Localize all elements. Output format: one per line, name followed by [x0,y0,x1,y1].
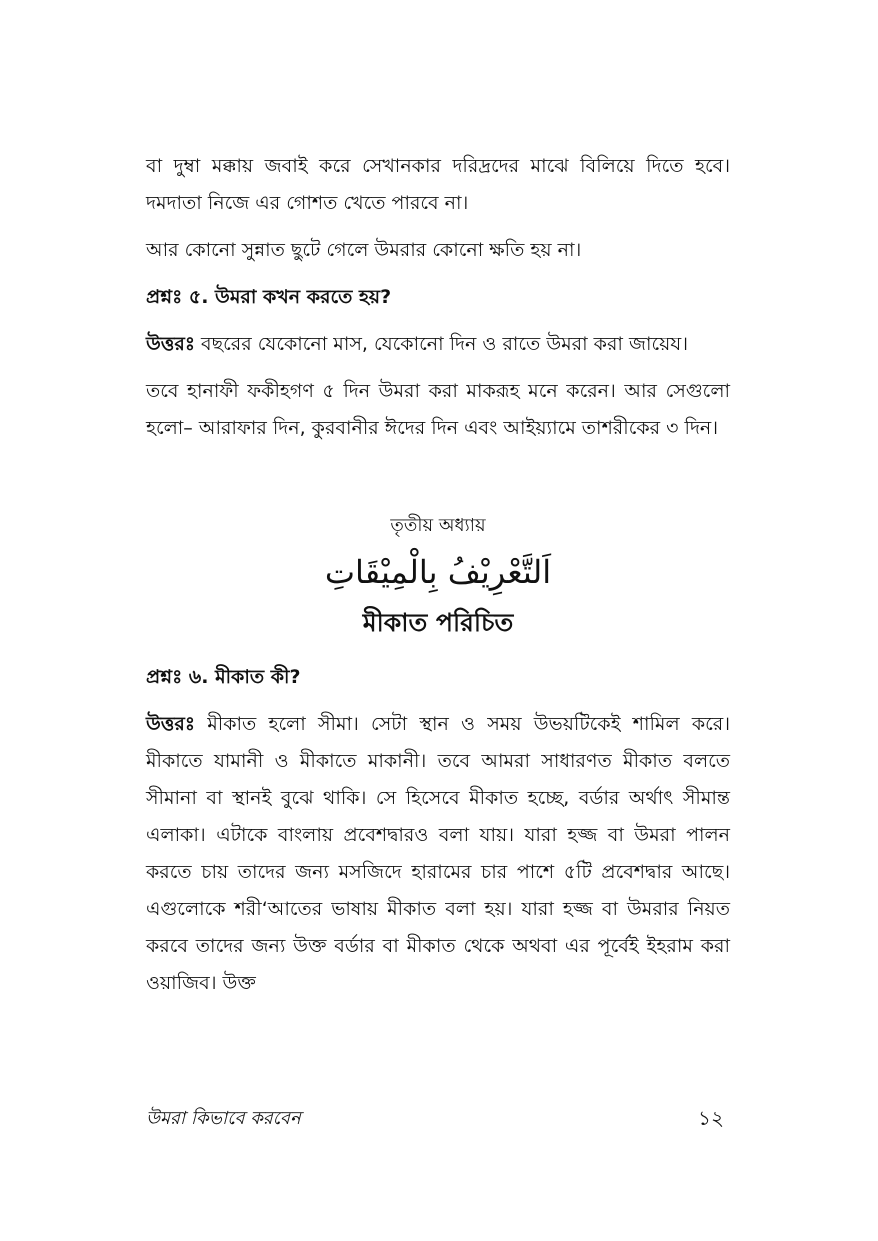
page-number: ১২ [698,1106,724,1130]
answer-label: উত্তরঃ [146,713,195,735]
answer-6 [146,706,730,1002]
chapter-arabic-title: اَلتَّعْرِيْفُ بِالْمِيْقَاتِ [324,553,552,591]
chapter-heading [146,509,730,645]
question-5: প্রশ্নঃ ৫. উমরা কখন করতে হয়? [146,286,392,308]
chapter-title: মীকাত পরিচিত [362,608,514,637]
question-6: প্রশ্নঃ ৬. মীকাত কী? [146,666,301,688]
answer-label: উত্তরঃ [146,333,195,355]
paragraph-sunnah: আর কোনো সুন্নাত ছুটে গেলে উমরার কোনো ক্ষতি হয় না। [146,239,582,261]
page-content [146,148,730,1002]
paragraph-makruh-days: তবে হানাফী ফকীহগণ ৫ দিন উমরা করা মাকরূহ মনে করেন। আর সেগুলো হলো– আরাফার দিন, কুরবানীর ঈদের দিন এবং আইয়্যামে তাশরীকের ৩ দিন। [146,380,730,439]
answer-6-text: মীকাত হলো সীমা। সেটা স্থান ও সময় উভয়টিকেই শামিল করে। মীকাতে যামানী ও মীকাতে মাকানী। তবে আমরা সাধারণত মীকাত বলতে সীমানা বা স্থানই বুঝে থাকি। সে হিসেবে মীকাত হচ্ছে, বর্ডার অর্থাৎ সীমান্ত এলাকা। এটাকে বাংলায় প্রবেশদ্বারও বলা যায়। যারা হজ্জ বা উমরা পালন করতে চায় তাদের জন্য মসজিদে হারামের চার পাশে ৫টি প্রবেশদ্বার আছে। এগুলোকে শরী‘আতের ভাষায় মীকাত বলা হয়। যারা হজ্জ বা উমরার নিয়ত করবে তাদের জন্য উক্ত বর্ডার বা মীকাত থেকে অথবা এর পূর্বেই ইহরাম করা ওয়াজিব। উক্ত [146,713,731,994]
chapter-label: তৃতীয় অধ্যায় [390,515,486,536]
answer-5-text: বছরের যেকোনো মাস, যেকোনো দিন ও রাতে উমরা করা জায়েয। [201,333,689,355]
answer-5 [146,326,730,363]
paragraph-sacrifice: বা দুম্বা মক্কায় জবাই করে সেখানকার দরিদ্রদের মাঝে বিলিয়ে দিতে হবে। দমদাতা নিজে এর গোশত খেতে পারবে না। [146,155,730,214]
footer-book-title: উমরা কিভাবে করবেন [146,1108,301,1129]
